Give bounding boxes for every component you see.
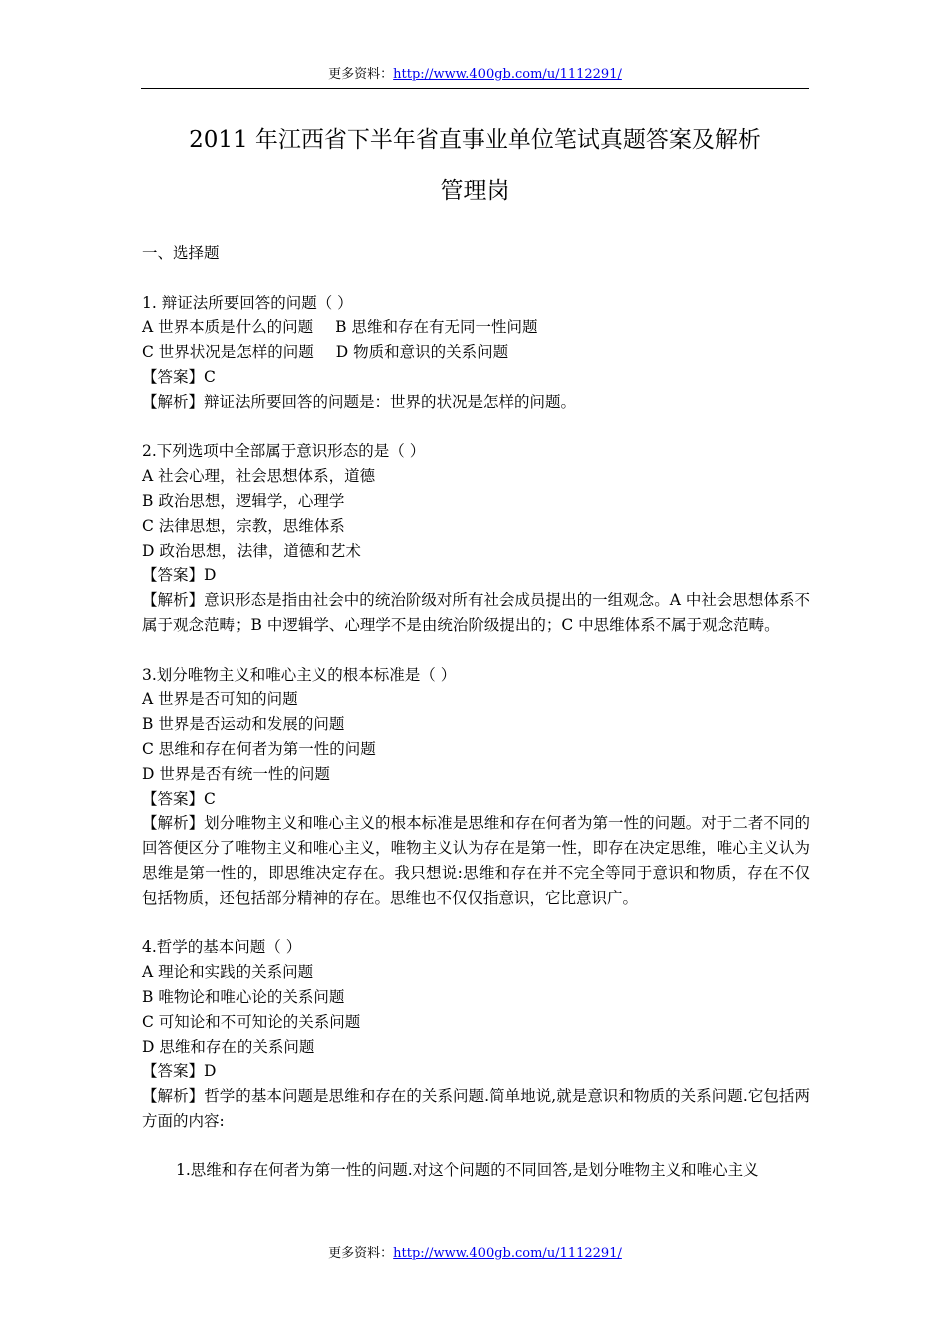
question-4 <box>142 935 810 1183</box>
answer: 【答案】D <box>142 1062 217 1081</box>
page-header <box>0 66 950 84</box>
section-heading: 一、选择题 <box>142 244 220 262</box>
option-d: D 物质和意识的关系问题 <box>335 343 509 362</box>
option-a: A 世界本质是什么的问题 <box>142 318 314 337</box>
option-a: A 社会心理，社会思想体系，道德 <box>142 467 376 486</box>
header-divider <box>141 88 809 89</box>
analysis: 【解析】划分唯物主义和唯心主义的根本标准是思维和存在何者为第一性的问题。对于二者不同的回答便区分了唯物主义和唯心主义，唯物主义认为存在是第一性，即存在决定思维，唯心主义认为思维是第一性的，即思维决定存在。我只想说:思维和存在并不完全等同于意识和物质，存在不仅包括物质，还包括部分精神的存在。思维也不仅仅指意识，它比意识广。 <box>142 814 810 907</box>
answer: 【答案】C <box>142 789 216 808</box>
answer: 【答案】C <box>142 367 216 386</box>
page-footer <box>0 1245 950 1263</box>
analysis: 【解析】辩证法所要回答的问题是：世界的状况是怎样的问题。 <box>142 392 577 411</box>
option-a: A 世界是否可知的问题 <box>142 690 298 709</box>
option-b: B 唯物论和唯心论的关系问题 <box>142 987 345 1006</box>
option-d: D 政治思想，法律，道德和艺术 <box>142 541 361 560</box>
document-title: 2011 年江西省下半年省直事业单位笔试真题答案及解析 <box>189 127 761 153</box>
question-stem: 2.下列选项中全部属于意识形态的是（ ） <box>142 442 426 461</box>
footer-label: 更多资料： <box>328 1246 394 1261</box>
document-subtitle: 管理岗 <box>440 178 510 204</box>
analysis: 【解析】哲学的基本问题是思维和存在的关系问题.简单地说,就是意识和物质的关系问题.它包括两方面的内容: <box>142 1087 810 1130</box>
option-c: C 思维和存在何者为第一性的问题 <box>142 739 376 758</box>
option-b: B 世界是否运动和发展的问题 <box>142 715 345 734</box>
footer-link[interactable]: http://www.400gb.com/u/1112291/ <box>393 1246 622 1261</box>
option-row <box>142 340 810 365</box>
option-row <box>142 315 810 340</box>
option-d: D 世界是否有统一性的问题 <box>142 764 330 783</box>
question-3 <box>142 663 810 911</box>
option-a: A 理论和实践的关系问题 <box>142 963 314 982</box>
question-1 <box>142 291 810 415</box>
option-c: C 世界状况是怎样的问题 <box>142 343 314 362</box>
option-b: B 政治思想，逻辑学，心理学 <box>142 491 345 510</box>
answer: 【答案】D <box>142 566 217 585</box>
header-label: 更多资料： <box>328 67 394 82</box>
option-d: D 思维和存在的关系问题 <box>142 1037 315 1056</box>
document-body <box>142 241 810 1183</box>
analysis-continuation: 1.思维和存在何者为第一性的问题.对这个问题的不同回答,是划分唯物主义和唯心主义 <box>176 1161 759 1180</box>
question-2 <box>142 439 810 637</box>
question-stem: 3.划分唯物主义和唯心主义的根本标准是（ ） <box>142 665 457 684</box>
header-link[interactable]: http://www.400gb.com/u/1112291/ <box>393 67 622 82</box>
option-c: C 法律思想，宗教，思维体系 <box>142 516 345 535</box>
question-stem: 1. 辩证法所要回答的问题（ ） <box>142 293 353 312</box>
analysis: 【解析】意识形态是指由社会中的统治阶级对所有社会成员提出的一组观念。A 中社会思想体系不属于观念范畴；B 中逻辑学、心理学不是由统治阶级提出的；C 中思维体系不属于观念范畴。 <box>142 591 810 634</box>
option-b: B 思维和存在有无同一性问题 <box>335 318 538 337</box>
question-stem: 4.哲学的基本问题（ ） <box>142 938 302 957</box>
option-c: C 可知论和不可知论的关系问题 <box>142 1012 361 1031</box>
